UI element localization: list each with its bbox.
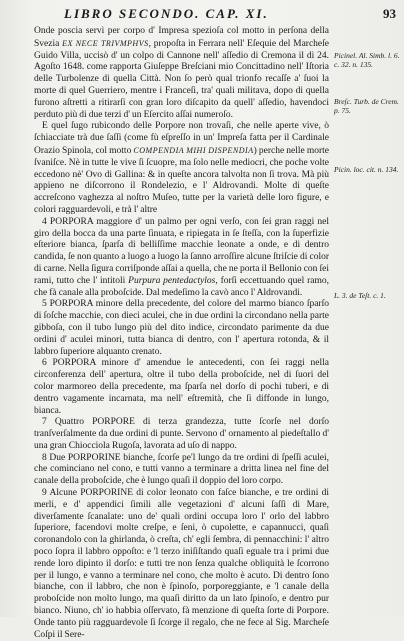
paragraph-item-8: 8 Due PORPORINE bianche, ſcorſe pe'l lungo da tre ordini di ſpeſſi aculei, che cominciano nel cono, e tutti vanno a terminare a dritta linea nel fine del canale della proboſcide, che è lungo quaſi il doppio del loro corpo. <box>34 452 329 487</box>
margin-note: Breſc. Turb. de Crem. p. 75. <box>334 97 399 115</box>
motto: COMPENDIA MIHI DISPENDIA <box>133 145 254 155</box>
margin-note: L. 3. de Teſt. c. 1. <box>334 291 386 300</box>
paragraph-text: , propoſta in Ferrara nell' Eſequie del Marcheſe Guido Villa, uccisò d' un colpo di Cannone nell' aſſedio di Cremona il dì 24. Agoſto 1648. come rapporta Giuſeppe Breſciani mio Concittadino nell' Iſtoria delle Turbolenze di quella Città. Non ſo però qual trionfo recaſſe a' ſuoi la morte di quel Guerriero, mentre i Franceſi, tra' quali militava, dopo di quella furono aſtretti a ritirarſi con gran loro diſcapito da quell' aſſedio, havendoci perduto più di due terzi d' un Eſercito aſſai numeroſo. <box>34 38 329 120</box>
margin-note: Picin. loc. cit. n. 134. <box>334 165 399 174</box>
paragraph-item-5: 5 PORPORA minore della precedente, del colore del marmo bianco ſparſo di ſoſche macchie, con dieci aculei, che in due ordini la circondano nella parte gibboſa, con il tubo lungo più del dito indice, circondato parimente da due ordini d' aculei minori, tutta bianca di dentro, con l' apertura rotonda, & il labbro ſuperiore alquanto crenato. <box>34 299 329 357</box>
page-header <box>34 6 396 24</box>
paragraph-item-4 <box>34 217 329 300</box>
paragraph-text: E quel ſugo rubicondo delle Porpore non trovaſi, che nelle aperte vive, ò ſchiacciate trà due ſaſſi (come fù eſpreſſo in un' Impreſa fatta per il Cardinale Orazio Spinola, col motto <box>34 121 329 156</box>
paragraph-item-9: 9 Alcune PORPORINE di color leonato con faſce bianche, e tre ordini di merli, e d' appendici ſimili alle vegetazioni d' alcuni ſaſſi di Mare, diverſamente ſcanalate: uno de' quali ordini occupa loro l' orlo del labbro ſuperiore, facendovi molte creſpe, e ſeni, ò cupolette, e capannucci, quaſi coronandolo con la ghirlanda, ò creſta, ch' egli ſembra, di pennacchini: l' altro poco ſopra il labbro oppoſto: e 'l terzo iniſiſtando quaſi eguale tra i primi due rende loro dipinto il dorſo: e tutti tre non ſenza qualche obliquità le ſcorrono per il lungo, e vanno a terminare nel cono, che molto è acuto. Di dentro ſono bianche, con il labbro, che non è ſpinoſo, porporeggiante, e 'l canale della proboſcide non molto lungo, ma quaſi diritto da un lato ſpinoſo, e dentro pur bianco. Niuno, ch' io habbia oſſervato, fà menzione di queſta ſorte di Porpore. Onde tanto più ragguardevole ſi ſcorge il regalo, che ne fece al Sig. Marcheſe Coſpi il Sere- <box>34 488 329 640</box>
running-head: LIBRO SECONDO. CAP. XI. <box>64 6 269 21</box>
margin-note: Picinel. Al. Simb. l. 6. c. 32. n. 135. <box>334 51 400 69</box>
paragraph-item-6: 6 PORPORA minore d' amendue le antecedenti, con ſei raggi nella circonferenza dell' apertura, oltre il tubo della proboſcide, nel di ſuori del color marmoreo della precedente, ma ſparſa nel dorſo di pochi tuberi, e di dentro vagamente incarnata, ma nell' eſtremità, che ſi diffonde in lungo, bianca. <box>34 358 329 416</box>
motto: EX NECE TRIVMPHVS <box>62 38 149 48</box>
paragraph-text: Onde poscia servì per corpo d' Impresa spezioſa col motto in perſona della Svezia <box>34 26 329 49</box>
paragraph-text: ) perche nelle morte ſvaniſce. Nè in tutte le vive ſi ſcuopre, ma ſolo nelle mediocri, che poche volte eccedono nè' Ovo di Gallina: & in queſte ancora talvolta non ſi trova. Mà più appieno ne diſcorrono il Rondelezio, e l' Aldrovandi. Molte di queſte accreſcono vaghezza al noſtro Muſeo, tutte per la varietà delle loro figure, e colori ragguardevoli, e trà l' altre <box>34 145 329 215</box>
paragraph-text: 4 PORPORA maggiore d' un palmo per ogni verſo, con ſei gran raggi nel giro della bocca da una parte ſinuata, e ripiegata in ſe ſteſſa, con la ſuperfizie eſteriore bianca, ſparſa di belliſſime macchie leonate a onde, e di dentro candida, ſe non quanto a luogo a luogo la ſanno arroſſire alcune ſtriſcie di color di carne. Nella ſigura corriſponde aſſai a quella, che ne porta il Bellonio con ſei rami, tutto che l' intitoli <box>34 216 329 286</box>
paragraph-porpore-sugo <box>34 121 329 216</box>
paragraph-text: , forſi eccettuando quel ramo, che fà canale alla proboſcide. Dal medeſimo la cavò anco l' Aldrovandi. <box>34 275 329 298</box>
paragraph-item-7: 7 Quattro PORPORE di terza grandezza, tutte ſcorſe nel dorſo tranſverſalmente da due ordini di punte. Servono d' ornamento al piedeſtallo d' una gran Chiocciola Rugoſa, lavorata ad uſo di nappo. <box>34 417 329 451</box>
latin-name: Purpura pentedactylos <box>128 275 216 286</box>
page-number: 93 <box>383 6 396 21</box>
paragraph-villa <box>34 26 329 121</box>
body-text <box>34 26 329 641</box>
